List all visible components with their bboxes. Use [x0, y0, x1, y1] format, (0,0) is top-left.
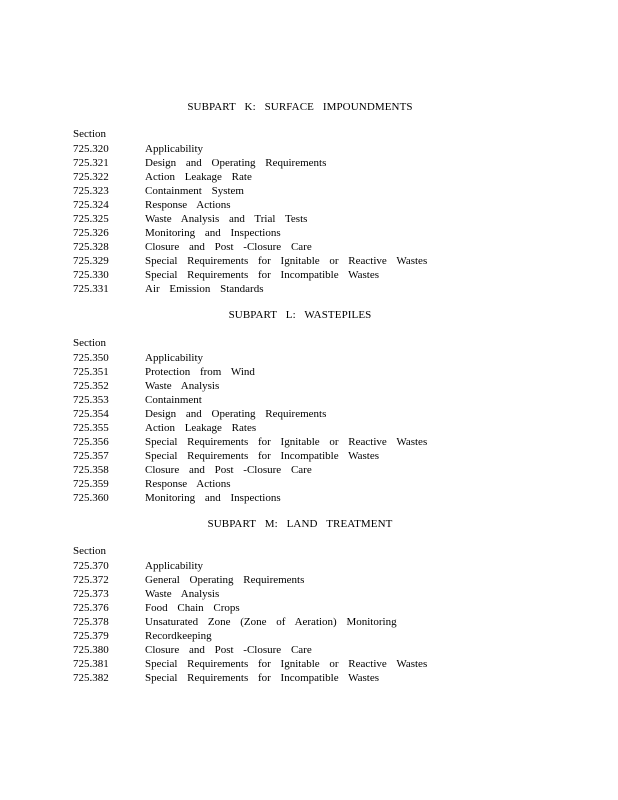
section-number: 725.380: [73, 644, 109, 656]
section-number: 725.372: [73, 574, 109, 586]
section-number: 725.351: [73, 366, 109, 378]
section-number: 725.376: [73, 602, 109, 614]
section-number: 725.321: [73, 157, 109, 169]
section-title: Applicability: [145, 560, 204, 572]
section-title: Closure and Post -Closure Care: [145, 464, 312, 476]
section-number: 725.358: [73, 464, 109, 476]
section-title: Special Requirements for Incompatible Wastes: [145, 450, 380, 462]
section-title: Unsaturated Zone (Zone of Aeration) Monitoring: [145, 616, 397, 628]
section-title: Response Actions: [145, 199, 231, 211]
section-title: Recordkeeping: [145, 630, 212, 642]
section-number: 725.379: [73, 630, 109, 642]
section-number: 725.330: [73, 269, 109, 281]
section-number: 725.360: [73, 492, 109, 504]
section-title: Applicability: [145, 352, 204, 364]
section-number: 725.328: [73, 241, 109, 253]
section-title: Monitoring and Inspections: [145, 227, 281, 239]
section-number: 725.381: [73, 658, 109, 670]
section-title: Action Leakage Rate: [145, 171, 252, 183]
section-number: 725.354: [73, 408, 109, 420]
section-number: 725.370: [73, 560, 109, 572]
section-number: 725.324: [73, 199, 109, 211]
section-number: 725.350: [73, 352, 109, 364]
section-number: 725.326: [73, 227, 109, 239]
section-number: 725.320: [73, 143, 109, 155]
section-title: Response Actions: [145, 478, 231, 490]
section-title: Closure and Post -Closure Care: [145, 241, 312, 253]
section-title: Waste Analysis: [145, 380, 220, 392]
section-title: Containment System: [145, 185, 244, 197]
subpart-m-heading: SUBPART M: LAND TREATMENT: [207, 518, 393, 530]
section-title: Closure and Post -Closure Care: [145, 644, 312, 656]
section-number: 725.331: [73, 283, 109, 295]
section-title: Applicability: [145, 143, 204, 155]
section-number: 725.323: [73, 185, 109, 197]
section-title: Protection from Wind: [145, 366, 255, 378]
section-number: 725.359: [73, 478, 109, 490]
section-number: 725.353: [73, 394, 109, 406]
section-title: Special Requirements for Ignitable or Reactive Wastes: [145, 658, 428, 670]
section-number: 725.373: [73, 588, 109, 600]
section-number: 725.322: [73, 171, 109, 183]
section-title: Special Requirements for Incompatible Wastes: [145, 269, 380, 281]
section-number: 725.325: [73, 213, 109, 225]
section-title: Design and Operating Requirements: [145, 157, 327, 169]
section-title: Monitoring and Inspections: [145, 492, 281, 504]
section-title: Design and Operating Requirements: [145, 408, 327, 420]
subpart-l-heading: SUBPART L: WASTEPILES: [228, 309, 372, 321]
section-number: 725.378: [73, 616, 109, 628]
section-title: Food Chain Crops: [145, 602, 240, 614]
section-title: Waste Analysis: [145, 588, 220, 600]
subpart-k-heading: SUBPART K: SURFACE IMPOUNDMENTS: [187, 101, 413, 113]
section-number: 725.329: [73, 255, 109, 267]
section-title: Special Requirements for Ignitable or Reactive Wastes: [145, 436, 428, 448]
section-title: Special Requirements for Incompatible Wastes: [145, 672, 380, 684]
section-title: Waste Analysis and Trial Tests: [145, 213, 308, 225]
section-number: 725.356: [73, 436, 109, 448]
section-number: 725.382: [73, 672, 109, 684]
section-number: 725.357: [73, 450, 109, 462]
section-number: 725.355: [73, 422, 109, 434]
section-title: Special Requirements for Ignitable or Reactive Wastes: [145, 255, 428, 267]
section-title: Air Emission Standards: [145, 283, 264, 295]
subpart-l-section-label: Section: [73, 337, 106, 349]
section-title: Action Leakage Rates: [145, 422, 257, 434]
section-number: 725.352: [73, 380, 109, 392]
subpart-m-section-label: Section: [73, 545, 106, 557]
section-title: Containment: [145, 394, 202, 406]
section-title: General Operating Requirements: [145, 574, 305, 586]
subpart-k-section-label: Section: [73, 128, 106, 140]
